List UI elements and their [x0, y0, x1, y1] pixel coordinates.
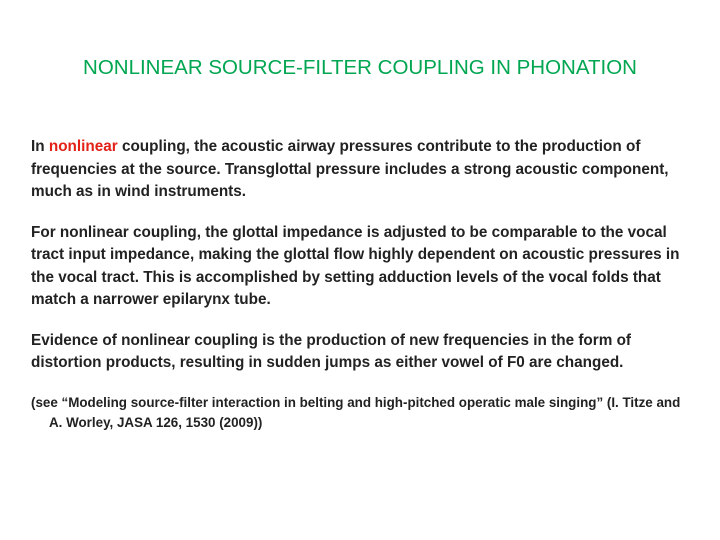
slide-title: NONLINEAR SOURCE-FILTER COUPLING IN PHONATION: [83, 56, 637, 79]
paragraph-impedance: For nonlinear coupling, the glottal impedance is adjusted to be comparable to the vocal tract input impedance, making the glottal flow highly dependent on acoustic pressures in the vocal tract. This is accomplished by setting adduction levels of the vocal folds that match a narrower epilarynx tube.: [31, 223, 680, 308]
slide-body: [31, 136, 696, 433]
reference-citation: (see “Modeling source-filter interaction in belting and high-pitched operatic male singing” (I. Titze and A. Worley, JASA 126, 1530 (2009)): [31, 394, 681, 430]
highlight-nonlinear: nonlinear: [48, 138, 118, 155]
paragraph-nonlinear-intro: [31, 136, 696, 204]
paragraph-1-rest: coupling, the acoustic airway pressures contribute to the production of frequencies at the source. Transglottal pressure includes a strong acoustic component, much as in wind instruments.: [31, 138, 669, 200]
paragraph-evidence: Evidence of nonlinear coupling is the production of new frequencies in the form of distortion products, resulting in sudden jumps as either vowel of F0 are changed.: [31, 331, 632, 371]
paragraph-1-lead: In: [31, 138, 49, 155]
